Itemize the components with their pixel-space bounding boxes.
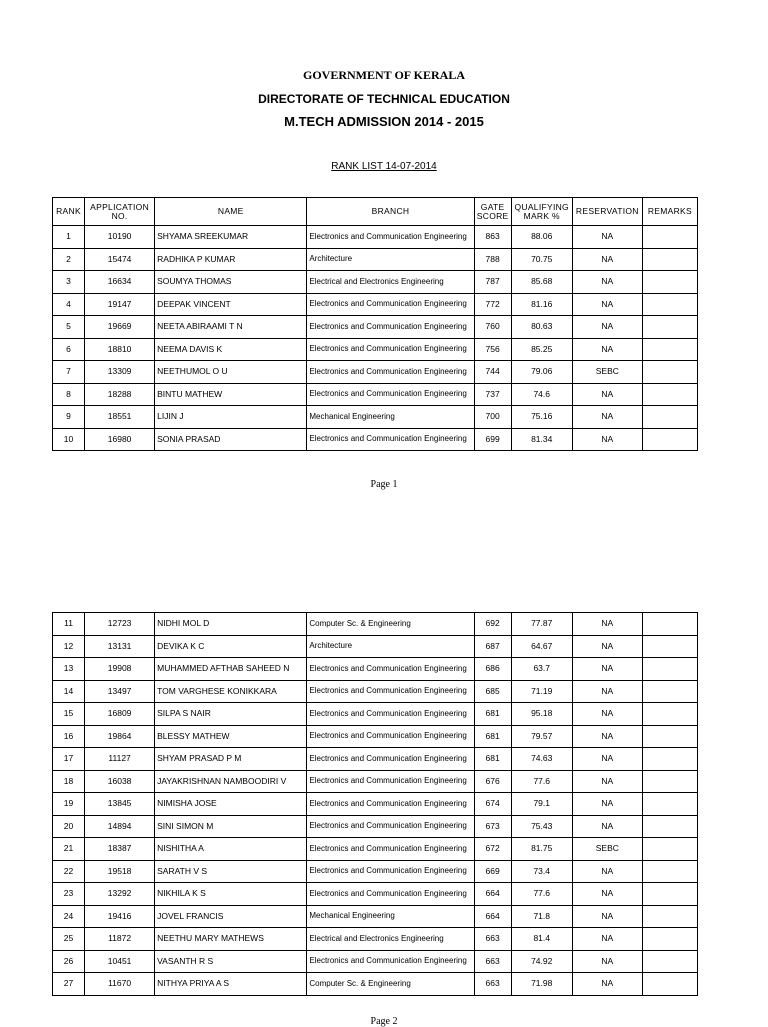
table-row [53,770,698,793]
branch-cell: Electronics and Communication Engineering [307,748,474,771]
gate-score-cell: 687 [474,635,511,658]
table-row [53,815,698,838]
name-cell: NISHITHA A [155,838,307,861]
rank-cell: 21 [53,838,85,861]
reservation-cell: NA [572,658,642,681]
reservation-cell: NA [572,860,642,883]
application-no-cell: 19147 [85,293,155,316]
reservation-cell: NA [572,950,642,973]
rank-cell: 8 [53,383,85,406]
table-row [53,406,698,429]
table-row [53,383,698,406]
col-gate-score: GATE SCORE [474,198,511,226]
remarks-cell [642,950,697,973]
rank-cell: 26 [53,950,85,973]
gate-score-cell: 788 [474,248,511,271]
name-cell: NEETHU MARY MATHEWS [155,928,307,951]
name-cell: BINTU MATHEW [155,383,307,406]
table-row [53,248,698,271]
gate-score-cell: 681 [474,748,511,771]
reservation-cell: NA [572,338,642,361]
branch-cell: Electronics and Communication Engineering [307,680,474,703]
application-no-cell: 19864 [85,725,155,748]
qualifying-mark-cell: 79.57 [511,725,572,748]
branch-cell: Mechanical Engineering [307,406,474,429]
name-cell: NEETHUMOL O U [155,361,307,384]
reservation-cell: NA [572,316,642,339]
reservation-cell: NA [572,226,642,249]
reservation-cell: NA [572,703,642,726]
name-cell: SINI SIMON M [155,815,307,838]
col-remarks: REMARKS [642,198,697,226]
rank-cell: 15 [53,703,85,726]
qualifying-mark-cell: 85.25 [511,338,572,361]
qualifying-mark-cell: 79.06 [511,361,572,384]
col-name: NAME [155,198,307,226]
name-cell: TOM VARGHESE KONIKKARA [155,680,307,703]
branch-cell: Electronics and Communication Engineering [307,770,474,793]
remarks-cell [642,613,697,636]
qualifying-mark-cell: 77.87 [511,613,572,636]
table-row [53,883,698,906]
gate-score-cell: 664 [474,905,511,928]
application-no-cell: 13845 [85,793,155,816]
name-cell: SARATH V S [155,860,307,883]
branch-cell: Electronics and Communication Engineering [307,293,474,316]
gate-score-cell: 863 [474,226,511,249]
application-no-cell: 16634 [85,271,155,294]
branch-cell: Architecture [307,635,474,658]
gate-score-cell: 686 [474,658,511,681]
table-row [53,973,698,996]
reservation-cell: NA [572,905,642,928]
gate-score-cell: 672 [474,838,511,861]
table-row [53,703,698,726]
remarks-cell [642,361,697,384]
reservation-cell: NA [572,770,642,793]
rank-cell: 17 [53,748,85,771]
application-no-cell: 18288 [85,383,155,406]
branch-cell: Mechanical Engineering [307,905,474,928]
gate-score-cell: 681 [474,703,511,726]
gate-score-cell: 673 [474,815,511,838]
branch-cell: Electronics and Communication Engineering [307,428,474,451]
application-no-cell: 11127 [85,748,155,771]
branch-cell: Electronics and Communication Engineering [307,950,474,973]
qualifying-mark-cell: 63.7 [511,658,572,681]
qualifying-mark-cell: 88.06 [511,226,572,249]
qualifying-mark-cell: 64.67 [511,635,572,658]
rank-cell: 12 [53,635,85,658]
remarks-cell [642,883,697,906]
remarks-cell [642,406,697,429]
application-no-cell: 10190 [85,226,155,249]
qualifying-mark-cell: 73.4 [511,860,572,883]
gate-score-cell: 663 [474,973,511,996]
branch-cell: Electronics and Communication Engineering [307,316,474,339]
name-cell: NIKHILA K S [155,883,307,906]
application-no-cell: 16809 [85,703,155,726]
rank-cell: 19 [53,793,85,816]
qualifying-mark-cell: 81.4 [511,928,572,951]
rank-cell: 2 [53,248,85,271]
reservation-cell: NA [572,883,642,906]
application-no-cell: 14894 [85,815,155,838]
name-cell: BLESSY MATHEW [155,725,307,748]
application-no-cell: 13131 [85,635,155,658]
name-cell: NEETA ABIRAAMI T N [155,316,307,339]
gate-score-cell: 676 [474,770,511,793]
application-no-cell: 19416 [85,905,155,928]
name-cell: RADHIKA P KUMAR [155,248,307,271]
remarks-cell [642,815,697,838]
application-no-cell: 19669 [85,316,155,339]
branch-cell: Electronics and Communication Engineering [307,793,474,816]
remarks-cell [642,293,697,316]
col-reservation: RESERVATION [572,198,642,226]
reservation-cell: NA [572,248,642,271]
rank-cell: 27 [53,973,85,996]
rank-cell: 24 [53,905,85,928]
remarks-cell [642,248,697,271]
name-cell: JAYAKRISHNAN NAMBOODIRI V [155,770,307,793]
rank-cell: 18 [53,770,85,793]
rank-cell: 20 [53,815,85,838]
table-row [53,226,698,249]
qualifying-mark-cell: 74.63 [511,748,572,771]
qualifying-mark-cell: 85.68 [511,271,572,294]
application-no-cell: 18810 [85,338,155,361]
gate-score-cell: 685 [474,680,511,703]
remarks-cell [642,658,697,681]
gate-score-cell: 663 [474,928,511,951]
reservation-cell: SEBC [572,361,642,384]
reservation-cell: NA [572,680,642,703]
remarks-cell [642,338,697,361]
reservation-cell: NA [572,725,642,748]
rank-cell: 7 [53,361,85,384]
table-row [53,725,698,748]
table-row [53,635,698,658]
qualifying-mark-cell: 71.8 [511,905,572,928]
reservation-cell: NA [572,271,642,294]
name-cell: LIJIN J [155,406,307,429]
name-cell: NIMISHA JOSE [155,793,307,816]
branch-cell: Electronics and Communication Engineering [307,383,474,406]
table-row [53,613,698,636]
rank-cell: 11 [53,613,85,636]
name-cell: SILPA S NAIR [155,703,307,726]
table-header-row [53,198,698,226]
application-no-cell: 18551 [85,406,155,429]
rank-cell: 13 [53,658,85,681]
reservation-cell: NA [572,293,642,316]
branch-cell: Electronics and Communication Engineering [307,725,474,748]
branch-cell: Electronics and Communication Engineering [307,226,474,249]
application-no-cell: 11670 [85,973,155,996]
qualifying-mark-cell: 79.1 [511,793,572,816]
gate-score-cell: 737 [474,383,511,406]
application-no-cell: 18387 [85,838,155,861]
application-no-cell: 16980 [85,428,155,451]
application-no-cell: 19518 [85,860,155,883]
col-rank: RANK [53,198,85,226]
reservation-cell: NA [572,406,642,429]
remarks-cell [642,770,697,793]
reservation-cell: NA [572,793,642,816]
qualifying-mark-cell: 80.63 [511,316,572,339]
rank-cell: 22 [53,860,85,883]
branch-cell: Electronics and Communication Engineering [307,338,474,361]
table-row [53,838,698,861]
qualifying-mark-cell: 74.6 [511,383,572,406]
name-cell: MUHAMMED AFTHAB SAHEED N [155,658,307,681]
qualifying-mark-cell: 81.34 [511,428,572,451]
gate-score-cell: 663 [474,950,511,973]
table-row [53,950,698,973]
col-application-no: APPLICATION NO. [85,198,155,226]
page-number-2: Page 2 [370,1016,398,1027]
page-number-1: Page 1 [370,479,398,490]
name-cell: VASANTH R S [155,950,307,973]
table-row [53,428,698,451]
table-row [53,793,698,816]
table-row [53,658,698,681]
application-no-cell: 13292 [85,883,155,906]
remarks-cell [642,271,697,294]
reservation-cell: SEBC [572,838,642,861]
table-row [53,361,698,384]
remarks-cell [642,428,697,451]
remarks-cell [642,793,697,816]
application-no-cell: 13497 [85,680,155,703]
rank-cell: 14 [53,680,85,703]
remarks-cell [642,838,697,861]
rank-cell: 5 [53,316,85,339]
name-cell: DEEPAK VINCENT [155,293,307,316]
branch-cell: Electronics and Communication Engineering [307,703,474,726]
rank-cell: 16 [53,725,85,748]
remarks-cell [642,226,697,249]
reservation-cell: NA [572,928,642,951]
name-cell: SONIA PRASAD [155,428,307,451]
gate-score-cell: 756 [474,338,511,361]
rank-list-title: RANK LIST 14-07-2014 [331,161,437,172]
table-row [53,905,698,928]
reservation-cell: NA [572,428,642,451]
reservation-cell: NA [572,973,642,996]
qualifying-mark-cell: 75.43 [511,815,572,838]
gate-score-cell: 787 [474,271,511,294]
header-government: GOVERNMENT OF KERALA [302,68,465,82]
header-directorate: DIRECTORATE OF TECHNICAL EDUCATION [258,92,510,106]
gate-score-cell: 699 [474,428,511,451]
name-cell: NITHYA PRIYA A S [155,973,307,996]
branch-cell: Computer Sc. & Engineering [307,613,474,636]
remarks-cell [642,860,697,883]
qualifying-mark-cell: 70.75 [511,248,572,271]
branch-cell: Electronics and Communication Engineering [307,838,474,861]
qualifying-mark-cell: 81.75 [511,838,572,861]
application-no-cell: 10451 [85,950,155,973]
table-row [53,928,698,951]
table-row [53,748,698,771]
reservation-cell: NA [572,748,642,771]
remarks-cell [642,748,697,771]
remarks-cell [642,635,697,658]
rank-cell: 9 [53,406,85,429]
branch-cell: Electronics and Communication Engineering [307,658,474,681]
reservation-cell: NA [572,613,642,636]
application-no-cell: 13309 [85,361,155,384]
application-no-cell: 15474 [85,248,155,271]
remarks-cell [642,703,697,726]
name-cell: SHYAM PRASAD P M [155,748,307,771]
rank-table-page1 [52,197,698,451]
rank-table-page2 [52,612,698,996]
gate-score-cell: 664 [474,883,511,906]
table-row [53,316,698,339]
name-cell: NIDHI MOL D [155,613,307,636]
application-no-cell: 19908 [85,658,155,681]
branch-cell: Architecture [307,248,474,271]
remarks-cell [642,725,697,748]
header-admission: M.TECH ADMISSION 2014 - 2015 [284,114,484,129]
branch-cell: Electronics and Communication Engineering [307,860,474,883]
qualifying-mark-cell: 74.92 [511,950,572,973]
branch-cell: Computer Sc. & Engineering [307,973,474,996]
branch-cell: Electrical and Electronics Engineering [307,928,474,951]
rank-cell: 4 [53,293,85,316]
remarks-cell [642,928,697,951]
name-cell: SOUMYA THOMAS [155,271,307,294]
gate-score-cell: 772 [474,293,511,316]
reservation-cell: NA [572,635,642,658]
remarks-cell [642,680,697,703]
col-qualifying-mark: QUALIFYING MARK % [511,198,572,226]
branch-cell: Electrical and Electronics Engineering [307,271,474,294]
qualifying-mark-cell: 81.16 [511,293,572,316]
remarks-cell [642,973,697,996]
branch-cell: Electronics and Communication Engineering [307,883,474,906]
table-row [53,338,698,361]
application-no-cell: 12723 [85,613,155,636]
remarks-cell [642,316,697,339]
name-cell: SHYAMA SREEKUMAR [155,226,307,249]
application-no-cell: 11872 [85,928,155,951]
remarks-cell [642,905,697,928]
rank-cell: 23 [53,883,85,906]
table-row [53,860,698,883]
gate-score-cell: 674 [474,793,511,816]
rank-cell: 3 [53,271,85,294]
qualifying-mark-cell: 77.6 [511,770,572,793]
col-branch: BRANCH [307,198,474,226]
qualifying-mark-cell: 71.19 [511,680,572,703]
remarks-cell [642,383,697,406]
rank-cell: 6 [53,338,85,361]
name-cell: NEEMA DAVIS K [155,338,307,361]
name-cell: DEVIKA K C [155,635,307,658]
branch-cell: Electronics and Communication Engineering [307,815,474,838]
qualifying-mark-cell: 71.98 [511,973,572,996]
rank-cell: 1 [53,226,85,249]
reservation-cell: NA [572,383,642,406]
table-row [53,293,698,316]
gate-score-cell: 700 [474,406,511,429]
gate-score-cell: 669 [474,860,511,883]
qualifying-mark-cell: 75.16 [511,406,572,429]
gate-score-cell: 760 [474,316,511,339]
reservation-cell: NA [572,815,642,838]
qualifying-mark-cell: 95.18 [511,703,572,726]
name-cell: JOVEL FRANCIS [155,905,307,928]
gate-score-cell: 744 [474,361,511,384]
rank-cell: 25 [53,928,85,951]
application-no-cell: 16038 [85,770,155,793]
branch-cell: Electronics and Communication Engineering [307,361,474,384]
gate-score-cell: 681 [474,725,511,748]
qualifying-mark-cell: 77.6 [511,883,572,906]
table-row [53,271,698,294]
table-row [53,680,698,703]
gate-score-cell: 692 [474,613,511,636]
rank-cell: 10 [53,428,85,451]
